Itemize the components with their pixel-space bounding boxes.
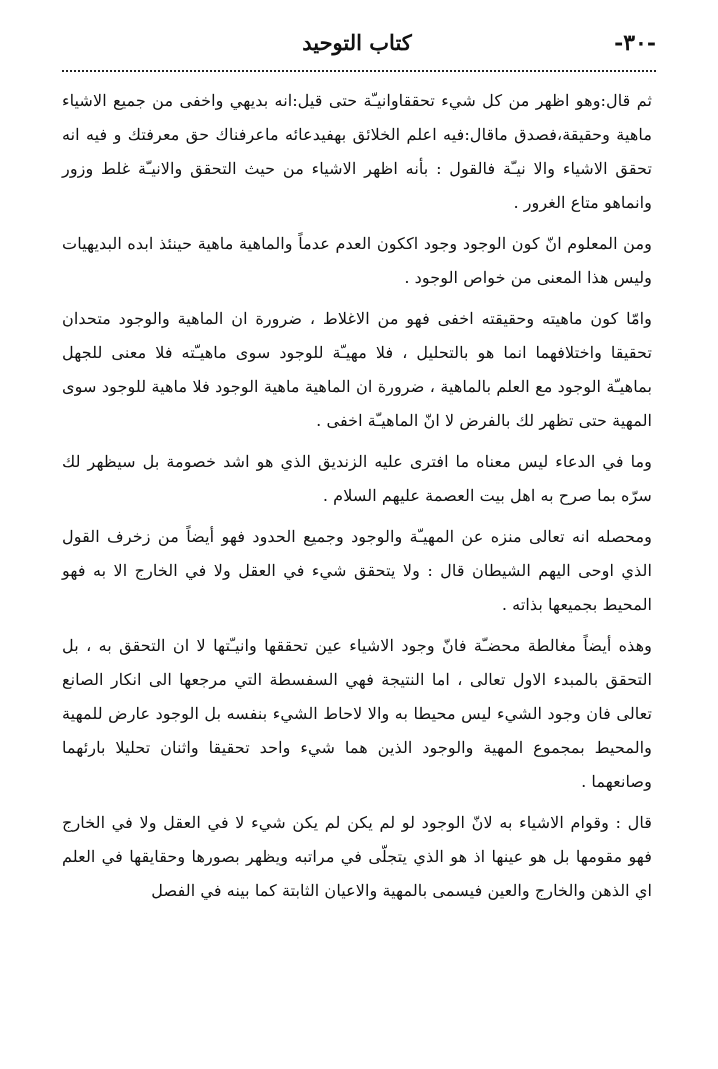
paragraph: ومحصله انه تعالى منزه عن المهيـّة والوجود وجميع الحدود فهو أيضاً من زخرف القول الذي اوحى اليهم الشيطان قال : ولا يتحقق شيء في العقل ولا في الخارج الا به فهو المحيط بجميعها بذاته .: [62, 527, 652, 614]
paragraph: قال : وقوام الاشياء به لانّ الوجود لو لم يكن لم يكن شيء لا في العقل ولا في الخارج فهو مقومها بل هو عينها اذ هو الذي يتجلّى في مراتبه ويظهر بصورها وحقايقها في العلم اي الذهن والخارج والعين فيسمى بالمهية والاعيان الثابتة كما بينه في الفصل: [62, 813, 652, 900]
header-divider: [62, 70, 656, 72]
body-text: [62, 84, 652, 915]
paragraph: ثم قال:وهو اظهر من كل شيء تحققاوانيـّة حتى قيل:انه بديهي واخفى من جميع الاشياء ماهية وحقيقة،فصدق ماقال:فيه اعلم الخلائق بهفيدعائه ماعرفناك حق معرفتك و فيه انه تحقق الاشياء والا نيـّة فالقول : بأنه اظهر الاشياء من حيث التحقق والانيـّة غلط وزور وانماهو متاع الغرور .: [62, 91, 652, 212]
page-header: [58, 26, 656, 66]
paragraph: ومن المعلوم انّ كون الوجود وجود اككون العدم عدماً والماهية ماهية حينئذ ابده البديهيات وليس هذا المعنى من خواص الوجود .: [62, 234, 652, 287]
paragraph: وامّا كون ماهيته وحقيقته اخفى فهو من الاغلاط ، ضرورة ان الماهية والوجود متحدان تحقيقا واختلافهما انما هو بالتحليل ، فلا مهيـّة للوجود سوى ماهيـّته فلا معنى للجهل بماهيـّة الوجود مع العلم بالماهية ، ضرورة ان الماهية ماهية الوجود فلا ماهية للوجود سوى المهية حتى تظهر لك بالفرض لا انّ الماهيـّة اخفى .: [62, 309, 652, 430]
paragraph: وما في الدعاء ليس معناه ما افترى عليه الزنديق الذي هو اشد خصومة بل سيظهر لك سرّه بما صرح به اهل بيت العصمة عليهم السلام .: [62, 452, 652, 505]
book-title: كتاب التوحيد: [302, 30, 412, 55]
paragraph: وهذه أيضاً مغالطة محضـّة فانّ وجود الاشياء عين تحققها وانيـّتها لا ان التحقق به ، بل التحقق بالمبدء الاول تعالى ، اما النتيجة فهي السفسطة التي مرجعها الى انكار الصانع تعالى فان وجود الشيء ليس محيطا به والا لاحاط الشيء بنفسه بل الوجود عارض للمهية والمحيط بمجموع المهية والوجود الذين هما شيء واحد تحقيقا واثنان تحليلا بارئهما وصانعهما .: [62, 636, 652, 791]
page-number: -٣٠-: [614, 30, 656, 56]
